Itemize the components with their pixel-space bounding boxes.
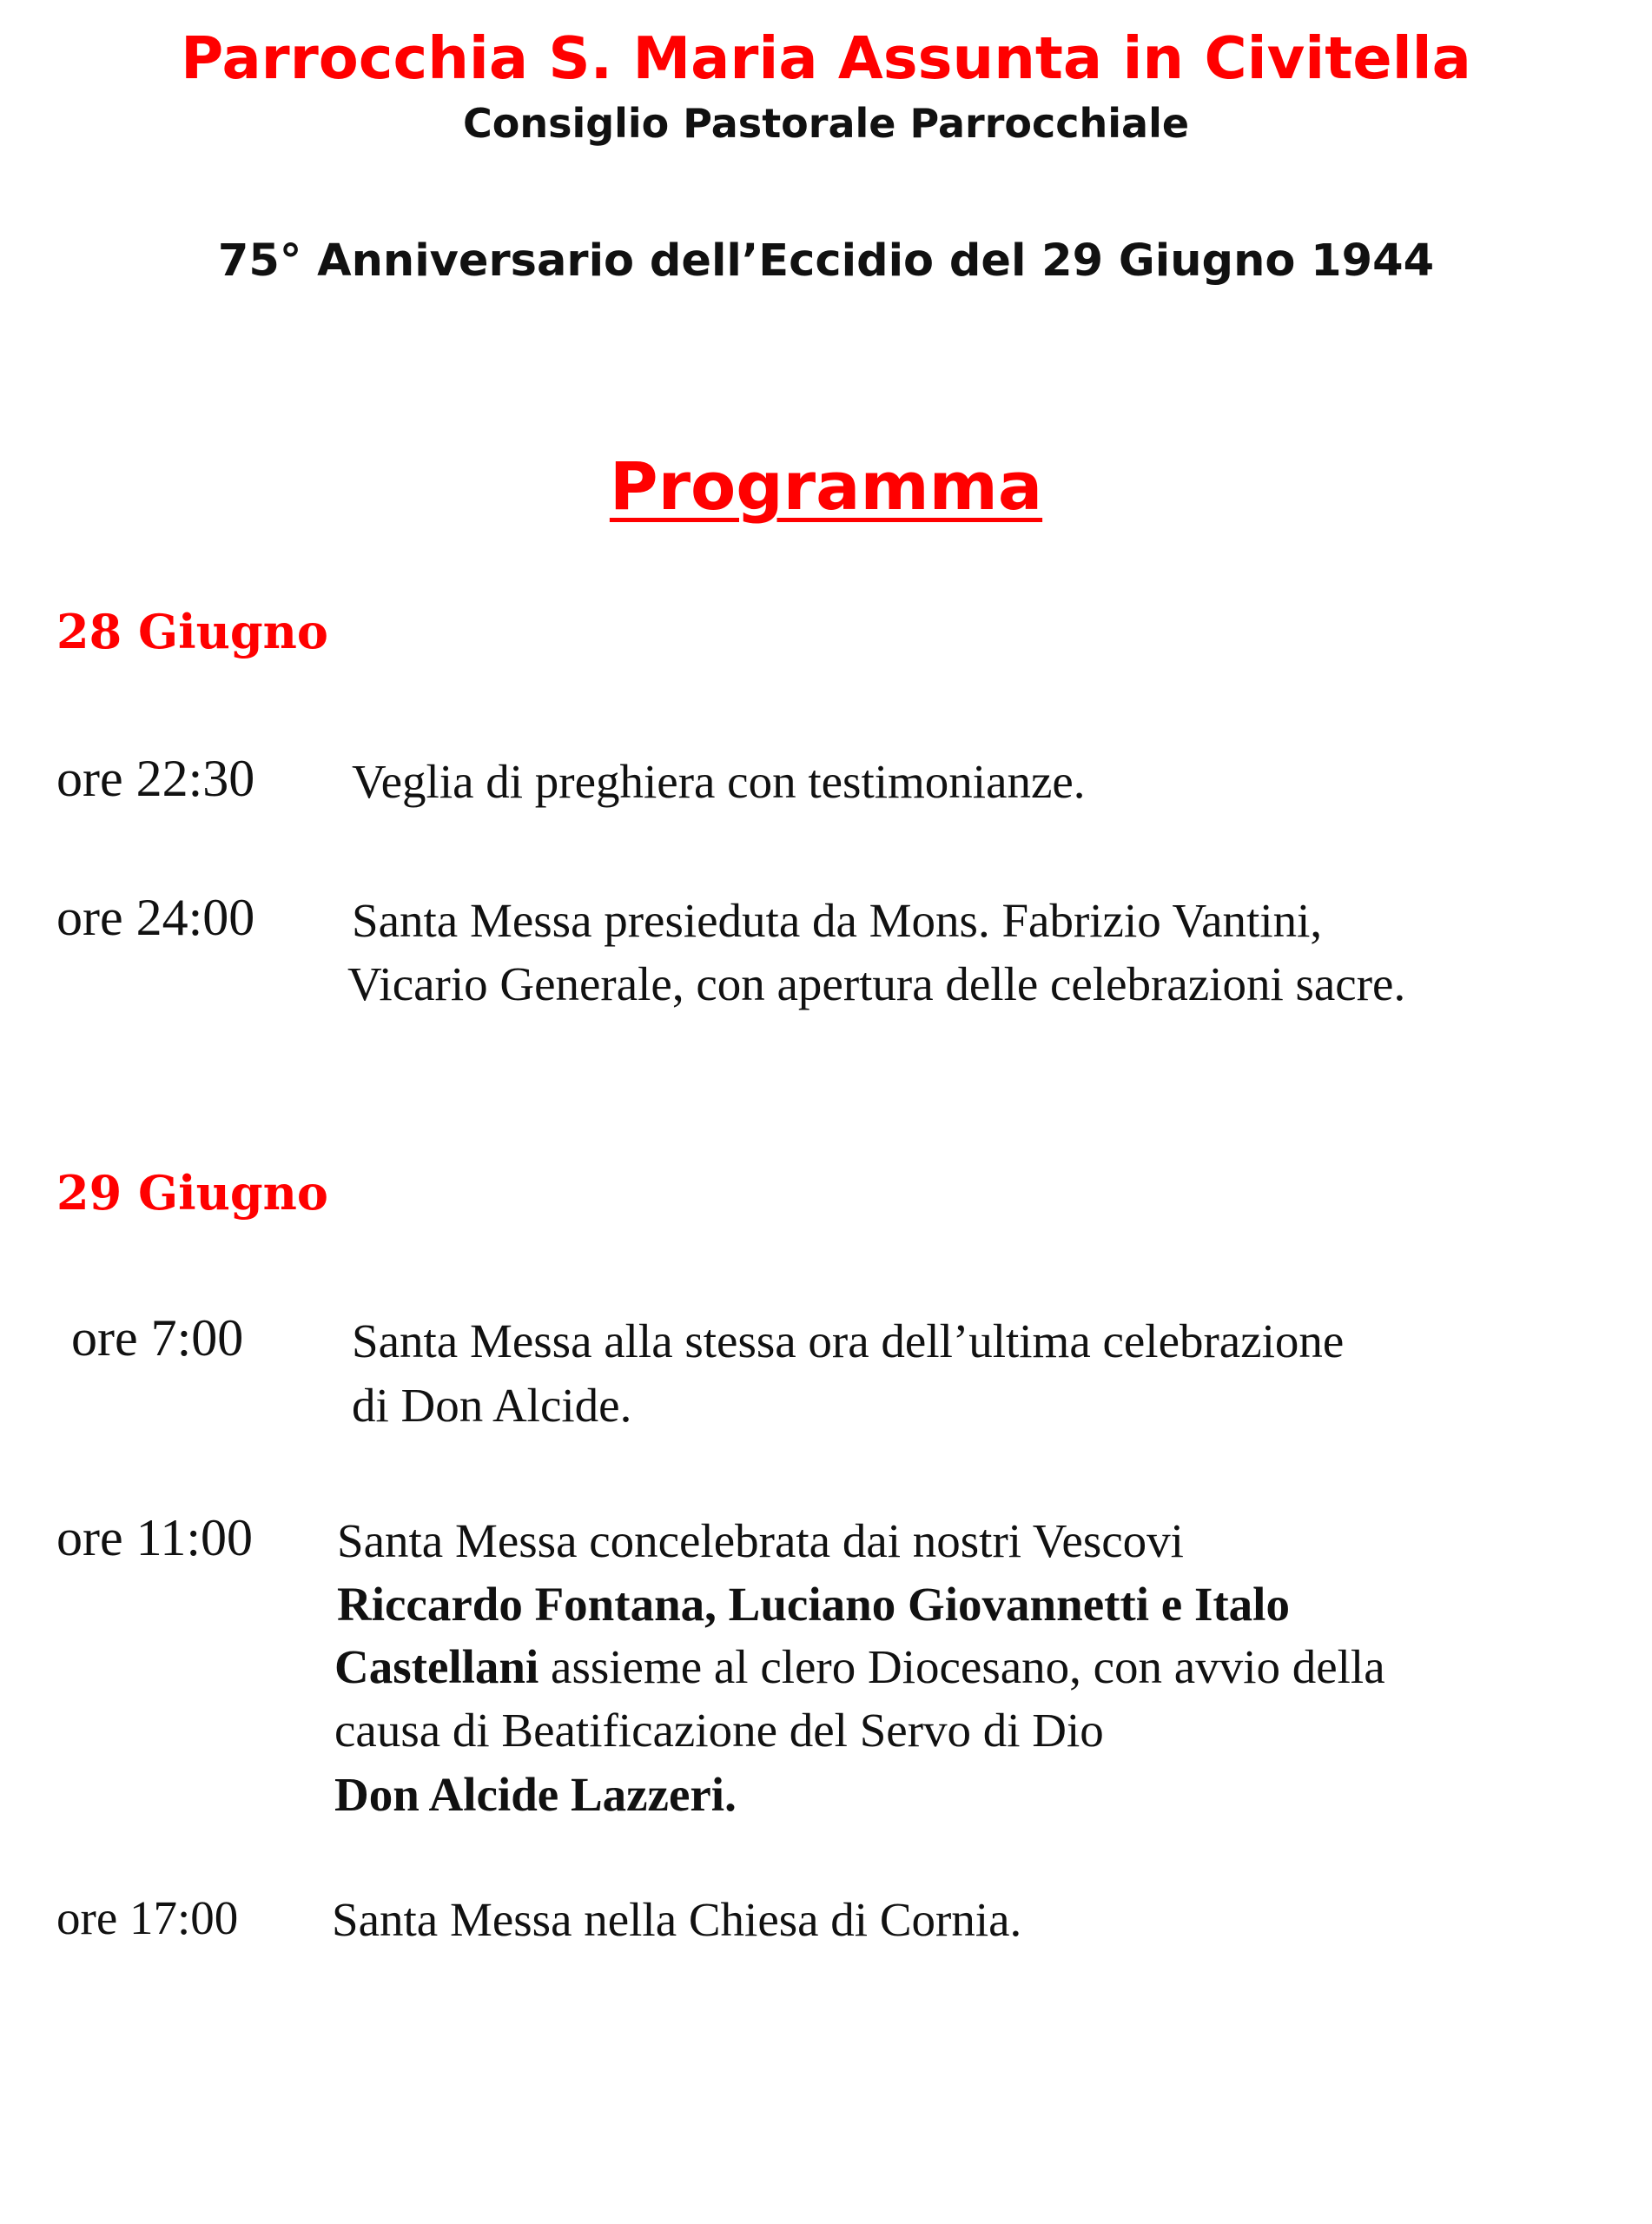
event-description bbox=[334, 1636, 1385, 1698]
event-description-rest: assieme al clero Diocesano, con avvio della bbox=[539, 1640, 1385, 1693]
event-servant-of-god: Don Alcide Lazzeri. bbox=[334, 1768, 737, 1821]
event-description: Veglia di preghiera con testimonianze. bbox=[352, 755, 1086, 808]
parish-title: Parrocchia S. Maria Assunta in Civitella bbox=[181, 24, 1471, 92]
event-description: Santa Messa concelebrata dai nostri Vescovi bbox=[337, 1514, 1184, 1567]
council-subtitle: Consiglio Pastorale Parrocchiale bbox=[462, 100, 1190, 147]
event-description: Santa Messa presieduta da Mons. Fabrizio Vantini, bbox=[352, 894, 1323, 947]
event-bishops-names: Riccardo Fontana, Luciano Giovannetti e Italo bbox=[337, 1578, 1290, 1631]
event-time: ore 24:00 bbox=[56, 889, 255, 946]
event-bishop-surname: Castellani bbox=[334, 1640, 539, 1693]
event-description: Santa Messa alla stessa ora dell’ultima celebrazione bbox=[352, 1314, 1345, 1367]
event-description: Santa Messa nella Chiesa di Cornia. bbox=[332, 1893, 1022, 1946]
program-heading-text: Programma bbox=[609, 447, 1043, 525]
event-time: ore 17:00 bbox=[56, 1891, 239, 1944]
day-title-june-29: 29 Giugno bbox=[56, 1165, 328, 1221]
day-title-june-28: 28 Giugno bbox=[56, 604, 328, 659]
event-description: causa di Beatificazione del Servo di Dio bbox=[334, 1704, 1104, 1757]
event-time: ore 22:30 bbox=[56, 750, 255, 807]
event-time: ore 7:00 bbox=[71, 1309, 244, 1367]
event-time: ore 11:00 bbox=[56, 1509, 254, 1566]
anniversary-title: 75° Anniversario dell’Eccidio del 29 Giugno 1944 bbox=[217, 235, 1435, 287]
program-heading bbox=[0, 443, 1652, 530]
event-description: di Don Alcide. bbox=[352, 1379, 632, 1432]
event-description: Vicario Generale, con apertura delle celebrazioni sacre. bbox=[347, 957, 1406, 1010]
